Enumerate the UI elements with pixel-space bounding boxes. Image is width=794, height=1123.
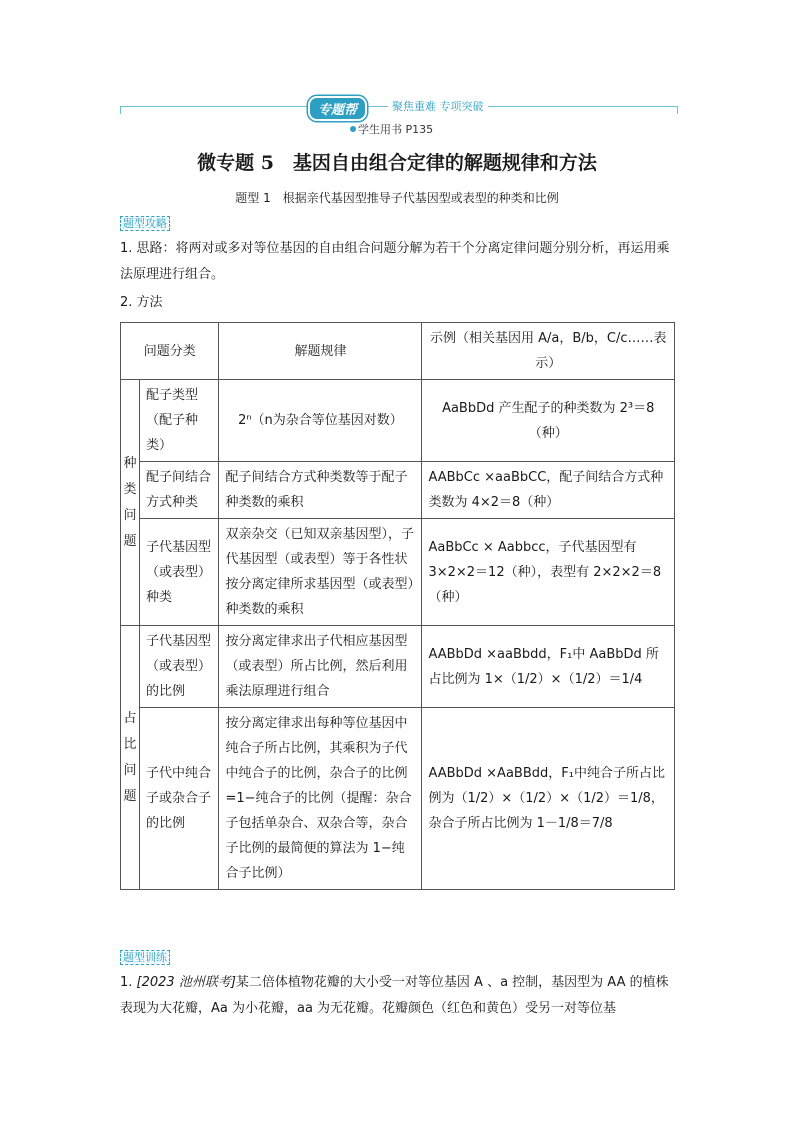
row-example: AABbCc ×aaBbCC，配子间结合方式种类数为 4×2＝8（种） xyxy=(422,462,675,519)
row-type: 子代基因型（或表型）种类 xyxy=(140,519,219,626)
strategy-paragraph-2: 2. 方法 xyxy=(120,295,163,310)
header-example: 示例（相关基因用 A/a，B/b，C/c……表示） xyxy=(422,323,675,380)
group-kinds: 种类问题 xyxy=(121,380,140,626)
row-type: 配子间结合方式种类 xyxy=(140,462,219,519)
table-row xyxy=(121,380,675,462)
badge-label: 专题帮 xyxy=(308,96,367,121)
table-row xyxy=(121,462,675,519)
table-row xyxy=(121,626,675,708)
row-rule: 按分离定律求出子代相应基因型（或表型）所占比例，然后利用乘法原理进行组合 xyxy=(219,626,422,708)
row-type: 子代中纯合子或杂合子的比例 xyxy=(140,708,219,890)
student-book-ref xyxy=(350,121,433,137)
row-example: AaBbDd 产生配子的种类数为 2³＝8（种） xyxy=(422,380,675,462)
question-1: 1. [2023 池州联考]某二倍体植物花瓣的大小受一对等位基因 A 、a 控制，基因型为 AA 的植株表现为大花瓣，Aa 为小花瓣，aa 为无花瓣。花瓣颜色（红色和黄色）受另一对等位基 xyxy=(120,975,669,1016)
training-tag: 题型训练 xyxy=(120,950,170,965)
bullet-icon xyxy=(350,126,356,132)
question-source: [2023 池州联考] xyxy=(136,975,236,990)
group-ratio: 占比问题 xyxy=(121,626,140,890)
table-row xyxy=(121,519,675,626)
student-ref-text: 学生用书 P135 xyxy=(358,123,434,136)
header-category: 问题分类 xyxy=(121,323,219,380)
table-row xyxy=(121,708,675,890)
table-header-row xyxy=(121,323,675,380)
page-subtitle: 题型 1 根据亲代基因型推导子代基因型或表型的种类和比例 xyxy=(235,191,559,205)
row-rule: 双亲杂交（已知双亲基因型），子代基因型（或表型）等于各性状按分离定律所求基因型（或表型）种类数的乘积 xyxy=(219,519,422,626)
row-rule: 配子间结合方式种类数等于配子种类数的乘积 xyxy=(219,462,422,519)
page-title: 微专题 5 基因自由组合定律的解题规律和方法 xyxy=(197,152,597,174)
strategy-paragraph-1: 1. 思路：将两对或多对等位基因的自由组合问题分解为若干个分离定律问题分别分析，再运用乘法原理进行组合。 xyxy=(120,241,670,282)
row-example: AaBbCc × Aabbcc，子代基因型有 3×2×2＝12（种），表型有 2×2×2＝8（种） xyxy=(422,519,675,626)
banner-slogan: 聚焦重难 专项突破 xyxy=(388,98,488,114)
row-rule: 按分离定律求出每种等位基因中纯合子所占比例，其乘积为子代中纯合子的比例，杂合子的比例=1−纯合子的比例（提醒：杂合子包括单杂合、双杂合等，杂合子比例的最简便的算法为 1−纯合子比例） xyxy=(219,708,422,890)
section-banner xyxy=(120,96,678,120)
row-example: AABbDd ×aaBbdd，F₁中 AaBbDd 所占比例为 1×（1/2）×（1/2）＝1/4 xyxy=(422,626,675,708)
row-example: AABbDd ×AaBBdd，F₁中纯合子所占比例为（1/2）×（1/2）×（1/2）＝1/8，杂合子所占比例为 1－1/8＝7/8 xyxy=(422,708,675,890)
row-rule: 2ⁿ（n为杂合等位基因对数） xyxy=(219,380,422,462)
banner-tick-right xyxy=(677,106,678,114)
header-rule: 解题规律 xyxy=(219,323,422,380)
strategy-tag: 题型攻略 xyxy=(120,216,170,231)
row-type: 子代基因型（或表型）的比例 xyxy=(140,626,219,708)
method-table xyxy=(120,322,675,890)
row-type: 配子类型（配子种类） xyxy=(140,380,219,462)
banner-tick-left xyxy=(120,106,121,114)
question-text: 某二倍体植物花瓣的大小受一对等位基因 A 、a 控制，基因型为 AA 的植株表现为大花瓣，Aa 为小花瓣，aa 为无花瓣。花瓣颜色（红色和黄色）受另一对等位基 xyxy=(120,975,669,1016)
